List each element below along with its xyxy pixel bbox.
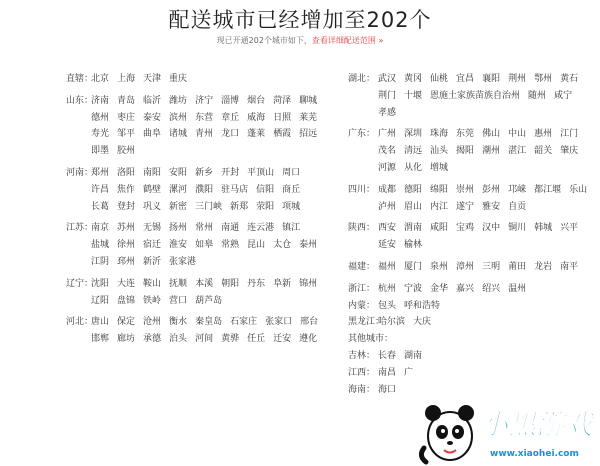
province-row	[348, 126, 600, 176]
city-item: 寿光	[91, 129, 110, 140]
city-list	[91, 71, 332, 88]
city-item: 徐州	[117, 240, 136, 251]
city-item: 即墨	[91, 146, 110, 157]
city-item: 河源	[378, 162, 397, 173]
city-item: 绵阳	[430, 184, 449, 195]
province-name: 陕西：	[348, 223, 376, 234]
city-item: 莆田	[508, 261, 527, 272]
city-item: 黄骅	[221, 334, 240, 345]
city-item: 临沂	[143, 95, 162, 106]
city-item: 东莞	[456, 129, 475, 140]
city-item: 武汉	[378, 74, 397, 84]
city-item: 宁波	[404, 283, 423, 294]
city-item: 河间	[195, 334, 214, 345]
province-row	[348, 220, 600, 254]
city-item: 深圳	[404, 129, 423, 140]
city-item: 锦州	[299, 278, 318, 289]
city-item: 绍兴	[482, 283, 501, 294]
province-name: 吉林：	[348, 350, 376, 361]
province-row	[66, 276, 332, 310]
city-list	[378, 298, 600, 315]
city-item: 新乡	[195, 167, 214, 178]
city-item: 崇州	[456, 184, 475, 195]
city-item: 平顶山	[247, 167, 275, 178]
city-item: 连云港	[247, 223, 275, 234]
city-item: 商丘	[282, 184, 301, 195]
city-item: 东营	[195, 112, 214, 123]
city-item: 广	[404, 367, 414, 378]
province-row	[66, 93, 332, 160]
city-item: 铁岭	[143, 295, 162, 306]
city-item: 濮阳	[195, 184, 214, 195]
province-row	[348, 314, 600, 331]
city-item: 抚顺	[169, 278, 188, 289]
province-row	[348, 182, 600, 216]
city-item: 盘锦	[117, 295, 136, 306]
city-item: 汉中	[482, 223, 501, 234]
city-item: 廊坊	[117, 334, 136, 345]
watermark-logo	[418, 384, 600, 466]
city-item: 广州	[378, 129, 397, 140]
city-item: 遂宁	[456, 201, 475, 212]
city-item: 鹤壁	[143, 184, 162, 195]
city-item: 中山	[508, 129, 527, 140]
city-item: 漳州	[456, 261, 475, 272]
city-item: 安阳	[169, 167, 188, 178]
city-item: 许昌	[91, 184, 110, 195]
province-name: 黑龙江：	[348, 317, 385, 328]
city-item: 荥阳	[256, 201, 275, 212]
page-subtitle	[0, 35, 600, 46]
city-item: 枣庄	[117, 112, 136, 123]
city-item: 大庆	[413, 317, 432, 328]
city-item: 龙口	[221, 129, 240, 140]
city-item: 石家庄	[230, 317, 258, 328]
city-item: 茂名	[378, 146, 397, 157]
city-item: 哈尔滨	[378, 317, 406, 328]
province-name: 浙江：	[348, 283, 376, 294]
province-name: 江苏：	[66, 223, 94, 234]
city-item: 曲阜	[143, 129, 162, 140]
province-row	[348, 259, 600, 276]
city-item: 彭州	[482, 184, 501, 195]
city-list	[91, 276, 332, 310]
city-item: 新密	[169, 201, 188, 212]
city-item: 长春	[378, 350, 397, 361]
city-item: 承德	[143, 334, 162, 345]
city-item: 沈阳	[91, 278, 110, 289]
province-name: 湖北：	[348, 74, 376, 84]
city-item: 南阳	[143, 167, 162, 178]
city-item: 聊城	[299, 95, 318, 106]
city-list	[91, 93, 332, 160]
province-row	[348, 348, 600, 365]
delivery-range-link[interactable]: 查看详细配送范围 »	[311, 36, 384, 45]
right-province-column	[348, 71, 600, 398]
province-name: 海南：	[348, 384, 376, 395]
city-item: 荆门	[378, 90, 397, 101]
city-item: 济宁	[195, 95, 214, 106]
city-item: 淮安	[169, 240, 188, 251]
province-row	[66, 71, 332, 88]
city-item: 包头	[378, 300, 397, 311]
city-item: 葫芦岛	[195, 295, 223, 306]
city-item: 肇庆	[560, 146, 579, 157]
city-item: 咸阳	[430, 223, 449, 234]
city-item: 都江堰	[534, 184, 562, 195]
city-item: 济南	[91, 95, 110, 106]
city-item: 遵化	[299, 334, 318, 345]
city-item: 驻马店	[221, 184, 249, 195]
city-list	[378, 259, 600, 276]
watermark-brand: 小黑游戏	[480, 408, 593, 441]
city-item: 南通	[221, 223, 240, 234]
city-item: 重庆	[169, 74, 188, 84]
province-name: 其他城市：	[348, 334, 394, 345]
city-item: 上海	[117, 74, 136, 84]
province-name: 四川：	[348, 184, 376, 195]
city-item: 北京	[91, 74, 110, 84]
city-item: 汕头	[430, 146, 449, 157]
city-item: 苏州	[117, 223, 136, 234]
province-row	[66, 314, 332, 348]
city-item: 惠州	[534, 129, 553, 140]
city-item: 随州	[528, 90, 547, 101]
city-item: 仙桃	[430, 74, 449, 84]
city-item: 潮州	[482, 146, 501, 157]
city-item: 邹平	[117, 129, 136, 140]
city-item: 韩城	[534, 223, 553, 234]
city-item: 泸州	[378, 201, 397, 212]
province-name: 山东：	[66, 95, 94, 106]
city-item: 青州	[195, 129, 214, 140]
city-item: 自贡	[508, 201, 527, 212]
city-item: 镇江	[282, 223, 301, 234]
city-item: 张家口	[265, 317, 293, 328]
city-item: 郑州	[91, 167, 110, 178]
city-item: 营口	[169, 295, 188, 306]
city-item: 渭南	[404, 223, 423, 234]
city-item: 金华	[430, 283, 449, 294]
city-item: 日照	[273, 112, 292, 123]
city-item: 开封	[221, 167, 240, 178]
city-list	[378, 365, 600, 382]
city-item: 湖南	[404, 350, 423, 361]
province-name: 河北：	[66, 317, 94, 328]
city-item: 登封	[117, 201, 136, 212]
city-item: 邢台	[300, 317, 319, 328]
city-item: 襄阳	[482, 74, 501, 84]
city-item: 招远	[299, 129, 318, 140]
city-item: 大连	[117, 278, 136, 289]
city-item: 蓬莱	[247, 129, 266, 140]
city-item: 长葛	[91, 201, 110, 212]
city-item: 莱芜	[299, 112, 318, 123]
city-item: 张家港	[169, 256, 197, 267]
province-name: 直辖：	[66, 74, 94, 84]
city-item: 盐城	[91, 240, 110, 251]
city-list	[378, 126, 600, 176]
city-item: 周口	[282, 167, 301, 178]
city-item: 迁安	[273, 334, 292, 345]
city-item: 淄博	[221, 95, 240, 106]
city-item: 烟台	[247, 95, 266, 106]
city-list	[91, 220, 332, 270]
province-row	[66, 220, 332, 270]
city-list	[378, 71, 600, 121]
city-item: 宜昌	[456, 74, 475, 84]
city-item: 胶州	[117, 146, 136, 157]
city-item: 泉州	[430, 261, 449, 272]
city-item: 增城	[430, 162, 449, 173]
city-item: 青岛	[117, 95, 136, 106]
province-name: 河南：	[66, 167, 94, 178]
city-item: 章丘	[221, 112, 240, 123]
province-name: 江西：	[348, 367, 376, 378]
city-item: 孝感	[378, 107, 397, 118]
city-item: 厦门	[404, 261, 423, 272]
city-item: 唐山	[91, 317, 110, 328]
province-row	[348, 331, 600, 348]
province-row	[348, 281, 600, 298]
city-item: 宿迁	[143, 240, 162, 251]
city-item: 温州	[508, 283, 527, 294]
province-name: 内蒙：	[348, 300, 376, 311]
city-item: 咸宁	[554, 90, 573, 101]
panda-icon	[421, 405, 474, 462]
city-item: 鄂州	[534, 74, 553, 84]
city-item: 辽阳	[91, 295, 110, 306]
city-list	[378, 220, 600, 254]
city-item: 延安	[378, 240, 397, 251]
city-item: 榆林	[404, 240, 423, 251]
city-item: 清远	[404, 146, 423, 157]
city-item: 巩义	[143, 201, 162, 212]
city-item: 常熟	[221, 240, 240, 251]
city-item: 信阳	[256, 184, 275, 195]
city-item: 新沂	[143, 256, 162, 267]
city-item: 泰州	[299, 240, 318, 251]
city-item: 兴平	[560, 223, 579, 234]
city-item: 焦作	[117, 184, 136, 195]
city-item: 湛江	[508, 146, 527, 157]
page-title: 配送城市已经增加至202个	[168, 8, 432, 32]
city-item: 秦皇岛	[195, 317, 223, 328]
city-item: 三明	[482, 261, 501, 272]
city-list	[91, 314, 332, 348]
city-item: 铜川	[508, 223, 527, 234]
city-item: 海口	[378, 384, 397, 395]
city-item: 荆州	[508, 74, 527, 84]
province-name: 福建：	[348, 261, 376, 272]
city-item: 黄石	[560, 74, 579, 84]
city-item: 十堰	[404, 90, 423, 101]
city-item: 西安	[378, 223, 397, 234]
city-item: 丹东	[247, 278, 266, 289]
city-item: 太仓	[273, 240, 292, 251]
city-count-text: 现已开通202个城市如下，	[216, 36, 312, 45]
city-item: 昆山	[247, 240, 266, 251]
city-list	[378, 281, 600, 298]
city-item: 佛山	[482, 129, 501, 140]
city-item: 栖霞	[273, 129, 292, 140]
city-item: 江阴	[91, 256, 110, 267]
city-item: 韶关	[534, 146, 553, 157]
city-item: 泰安	[143, 112, 162, 123]
city-item: 福州	[378, 261, 397, 272]
city-item: 杭州	[378, 283, 397, 294]
city-item: 漯河	[169, 184, 188, 195]
province-name: 辽宁：	[66, 278, 94, 289]
city-item: 南昌	[378, 367, 397, 378]
city-item: 鞍山	[143, 278, 162, 289]
province-row	[348, 298, 600, 315]
city-item: 南平	[560, 261, 579, 272]
city-list	[378, 331, 600, 348]
city-item: 邯郸	[91, 334, 110, 345]
city-item: 宝鸡	[456, 223, 475, 234]
city-item: 龙岩	[534, 261, 553, 272]
city-item: 珠海	[430, 129, 449, 140]
city-item: 沧州	[143, 317, 162, 328]
city-item: 菏泽	[273, 95, 292, 106]
city-item: 眉山	[404, 201, 423, 212]
city-list	[378, 182, 600, 216]
watermark-url: www.xiaohei.com	[490, 449, 579, 459]
city-item: 江门	[560, 129, 579, 140]
city-item: 德阳	[404, 184, 423, 195]
city-item: 保定	[117, 317, 136, 328]
city-item: 新郑	[230, 201, 249, 212]
city-list	[91, 165, 332, 215]
city-item: 恩施土家族苗族自治州	[430, 90, 521, 101]
city-item: 天津	[143, 74, 162, 84]
city-item: 黄冈	[404, 74, 423, 84]
city-item: 常州	[195, 223, 214, 234]
city-item: 项城	[282, 201, 301, 212]
city-item: 内江	[430, 201, 449, 212]
city-item: 滨州	[169, 112, 188, 123]
city-item: 威海	[247, 112, 266, 123]
city-item: 泊头	[169, 334, 188, 345]
city-item: 乐山	[569, 184, 588, 195]
left-province-column	[66, 71, 332, 348]
city-item: 邳州	[117, 256, 136, 267]
city-item: 德州	[91, 112, 110, 123]
city-item: 南京	[91, 223, 110, 234]
city-item: 衡水	[169, 317, 188, 328]
city-item: 从化	[404, 162, 423, 173]
city-item: 成都	[378, 184, 397, 195]
city-item: 呼和浩特	[404, 300, 441, 311]
city-list	[378, 348, 600, 365]
city-item: 洛阳	[117, 167, 136, 178]
city-item: 朝阳	[221, 278, 240, 289]
city-item: 揭阳	[456, 146, 475, 157]
city-item: 阜新	[273, 278, 292, 289]
city-item: 扬州	[169, 223, 188, 234]
city-item: 邛崃	[508, 184, 527, 195]
city-item: 嘉兴	[456, 283, 475, 294]
city-item: 本溪	[195, 278, 214, 289]
city-list	[378, 314, 600, 331]
province-row	[348, 365, 600, 382]
province-row	[66, 165, 332, 215]
city-item: 无锡	[143, 223, 162, 234]
city-item: 任丘	[247, 334, 266, 345]
province-row	[348, 71, 600, 121]
province-name: 广东：	[348, 129, 376, 140]
city-item: 潍坊	[169, 95, 188, 106]
city-item: 三门峡	[195, 201, 223, 212]
city-item: 诸城	[169, 129, 188, 140]
city-item: 如皋	[195, 240, 214, 251]
city-item: 雅安	[482, 201, 501, 212]
